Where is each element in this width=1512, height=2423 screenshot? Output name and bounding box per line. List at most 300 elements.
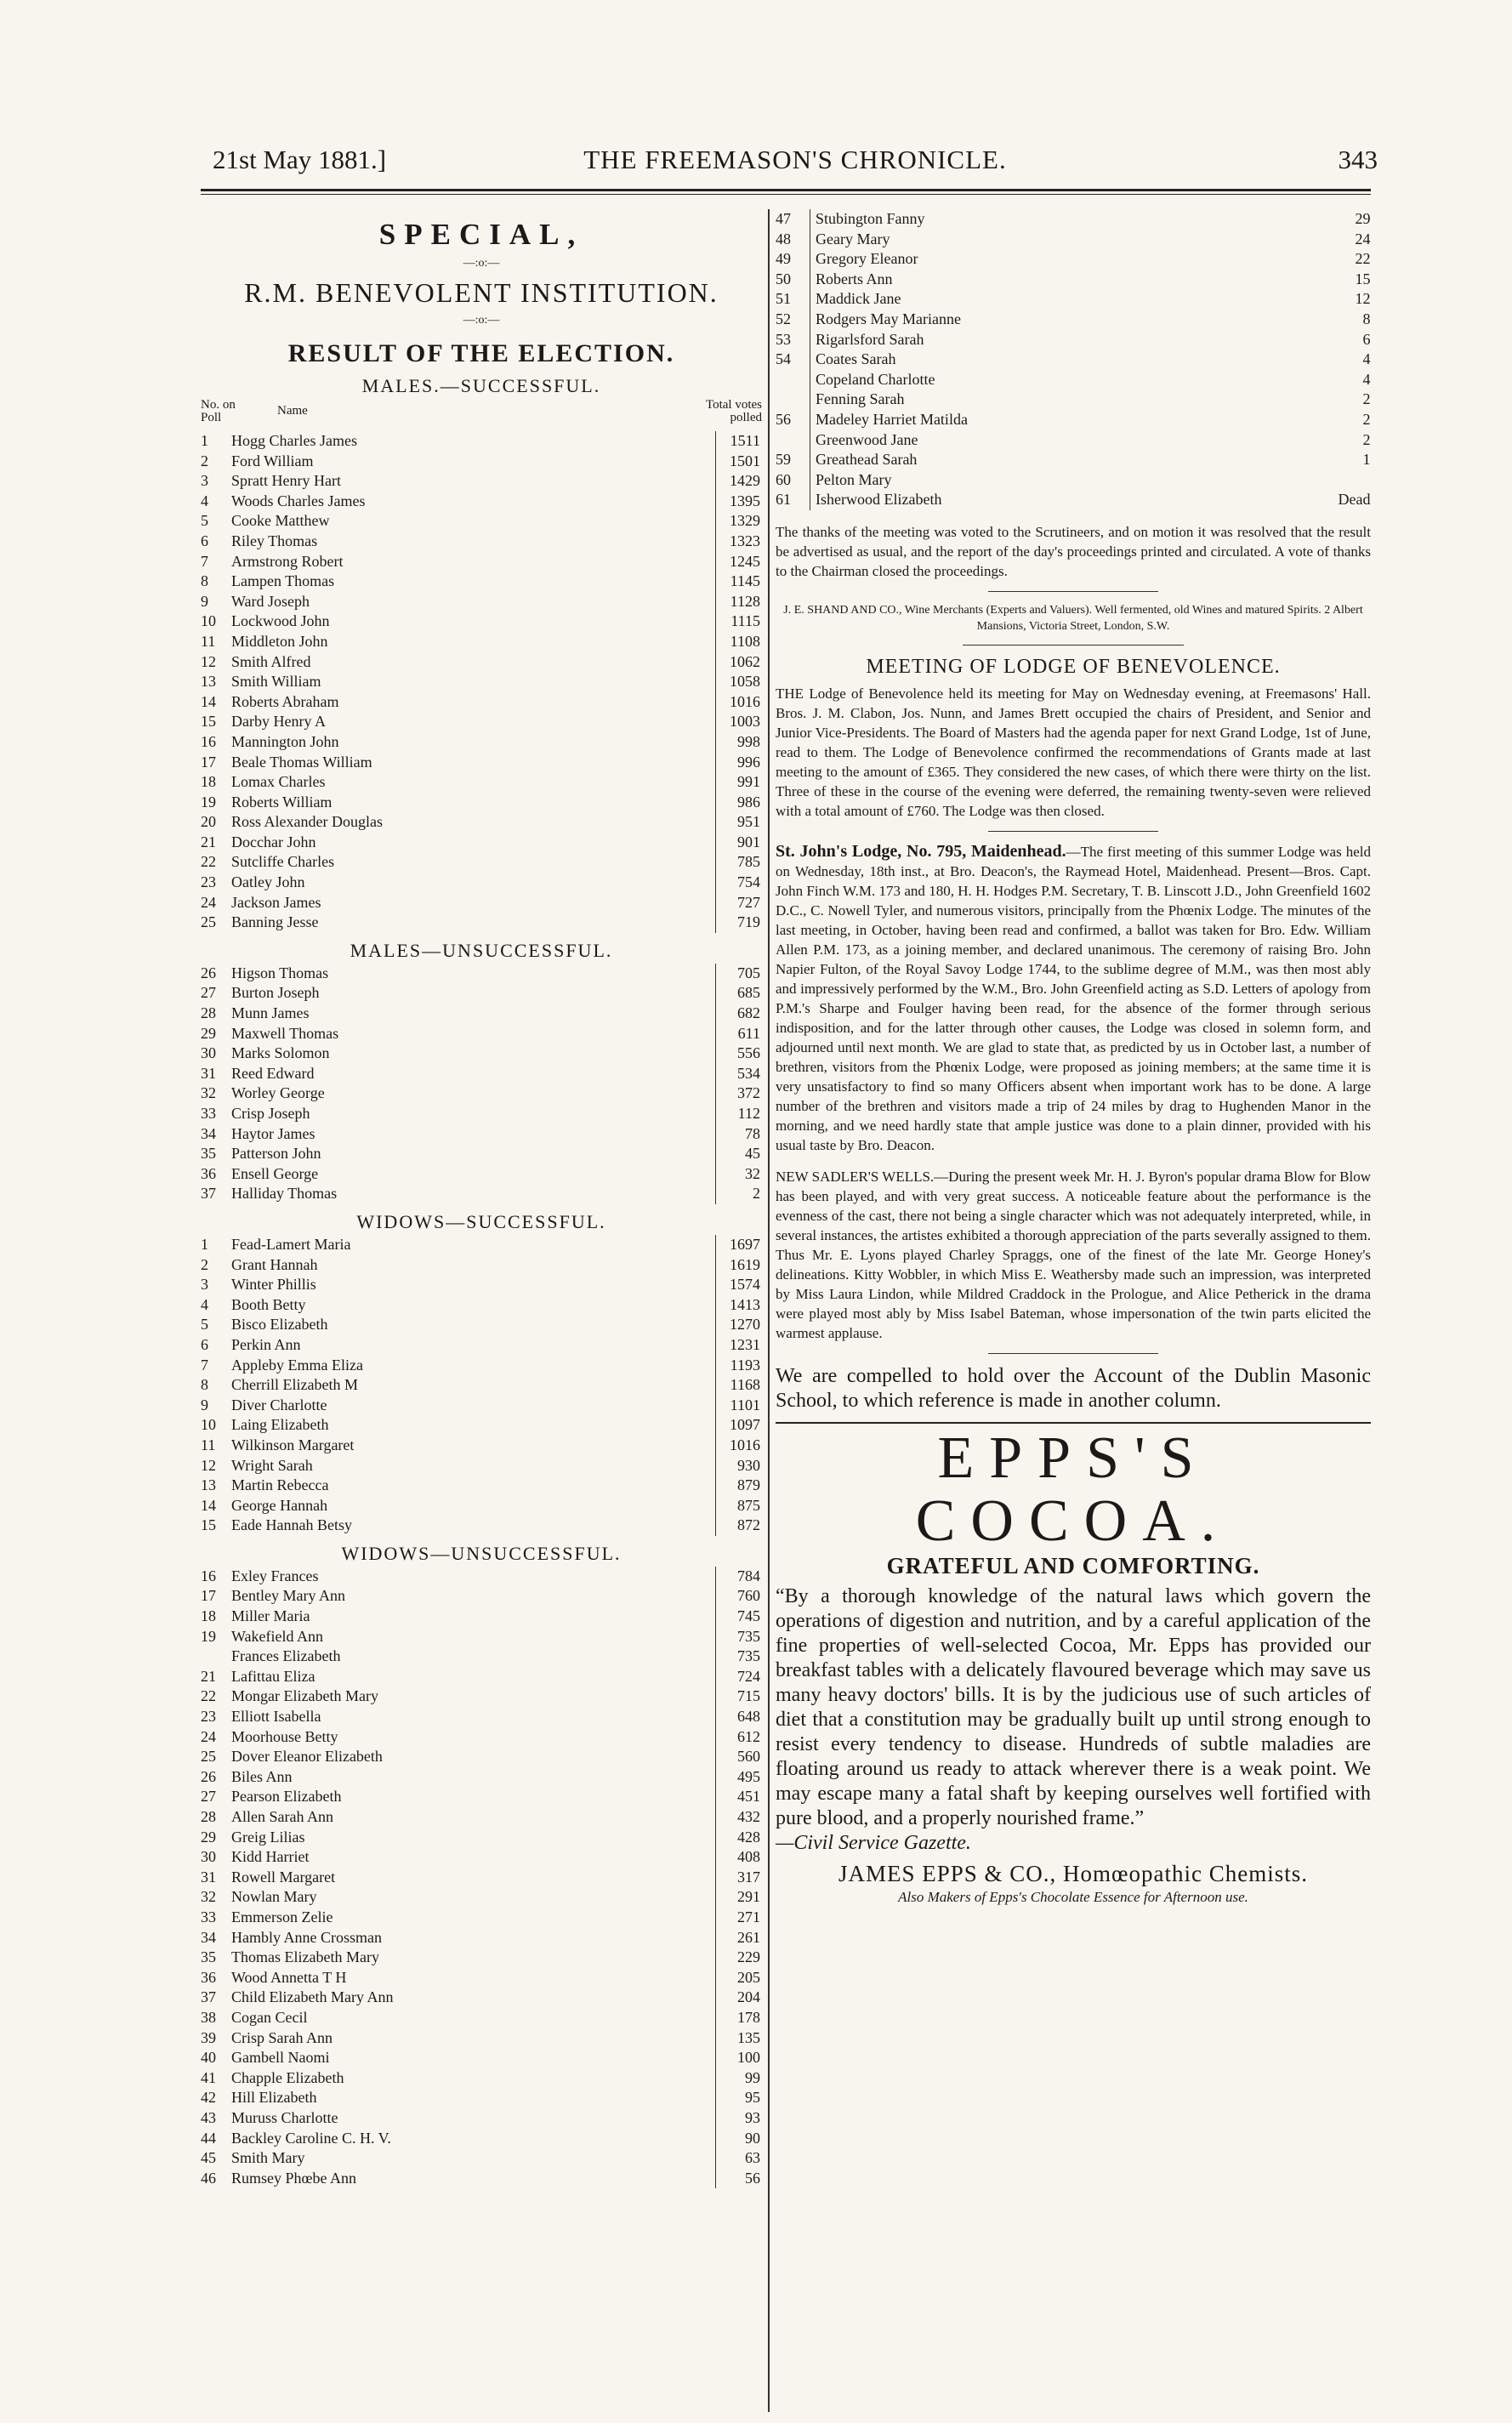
vote-count: 271 <box>716 1908 763 1928</box>
vote-count: 1501 <box>716 452 763 472</box>
poll-number: 5 <box>201 512 208 530</box>
table-row <box>201 1415 762 1436</box>
vote-count: 1193 <box>716 1356 763 1376</box>
candidate-name: Smith Mary <box>231 2149 305 2167</box>
poll-number: 59 <box>776 450 810 470</box>
poll-number: 26 <box>201 964 216 981</box>
table-row <box>776 410 1371 430</box>
table-row <box>201 1375 762 1396</box>
candidate-name: Child Elizabeth Mary Ann <box>231 1988 394 2006</box>
widows-unsuccessful-table <box>201 1567 762 2188</box>
table-row <box>201 1567 762 1587</box>
vote-count: 1108 <box>716 632 763 652</box>
candidate-name: Fead-Lamert Maria <box>231 1235 351 1253</box>
table-row <box>776 230 1371 250</box>
section-heading: WIDOWS—SUCCESSFUL. <box>356 1210 606 1232</box>
poll-number: 4 <box>201 492 208 509</box>
vote-count: 229 <box>716 1948 763 1968</box>
vote-count: 2 <box>1362 390 1371 408</box>
newspaper-title: THE FREEMASON'S CHRONICLE. <box>583 145 1007 174</box>
poll-number: 46 <box>201 2169 216 2187</box>
candidate-name: Sutcliffe Charles <box>231 853 335 871</box>
poll-number: 31 <box>201 1064 216 1082</box>
candidate-name: Spratt Henry Hart <box>231 472 341 490</box>
table-row <box>776 310 1371 330</box>
table-row <box>201 1436 762 1456</box>
candidate-name: Cogan Cecil <box>231 2008 308 2026</box>
poll-number: 7 <box>201 552 208 570</box>
poll-number: 28 <box>201 1004 216 1022</box>
candidate-name: Munn James <box>231 1004 310 1022</box>
poll-number <box>776 390 810 410</box>
col-name: Name <box>277 404 308 418</box>
vote-count: 95 <box>716 2088 763 2108</box>
candidate-name: Roberts William <box>231 793 333 811</box>
table-row <box>201 2048 762 2068</box>
table-row <box>201 2068 762 2089</box>
candidate-name: Middleton John <box>231 632 328 650</box>
table-row <box>201 1667 762 1687</box>
table-row <box>201 793 762 813</box>
table-row <box>201 1315 762 1335</box>
poll-number: 10 <box>201 612 216 630</box>
candidate-name: Darby Henry A <box>231 713 326 731</box>
candidate-name: Maddick Jane <box>816 290 901 308</box>
grateful-heading: GRATEFUL AND COMFORTING. <box>886 1552 1260 1578</box>
poll-number: 43 <box>201 2108 216 2126</box>
vote-count: 1245 <box>716 552 763 572</box>
vote-count: 682 <box>716 1004 763 1024</box>
vote-count: 785 <box>716 852 763 873</box>
candidate-name: Patterson John <box>231 1145 321 1163</box>
vote-count: 611 <box>716 1024 763 1044</box>
vote-count: 1128 <box>716 592 763 612</box>
poll-number: 18 <box>201 773 216 791</box>
thanks-paragraph: The thanks of the meeting was voted to the Scrutineers, and on motion it was resolved that the result be advertised as usual, and the report of the day's proceedings printed and circulated. A vote of thanks to the Chairman closed the proceedings. <box>776 523 1371 579</box>
vote-count: 745 <box>716 1607 763 1627</box>
poll-number: 10 <box>201 1416 216 1434</box>
poll-number: 1 <box>201 432 208 449</box>
poll-number: 60 <box>776 470 810 491</box>
candidate-name: Lafittau Eliza <box>231 1667 315 1685</box>
candidate-name: Miller Maria <box>231 1607 310 1625</box>
poll-number: 3 <box>201 472 208 490</box>
vote-count: 2 <box>1362 430 1371 448</box>
table-row <box>776 450 1371 470</box>
table-row <box>201 812 762 833</box>
vote-count: 2 <box>716 1184 763 1204</box>
vote-count <box>1294 470 1371 491</box>
candidate-name: Hill Elizabeth <box>231 2089 317 2107</box>
table-row <box>201 1164 762 1185</box>
ornament: —:o:— <box>463 314 500 327</box>
candidate-name: Moorhouse Betty <box>231 1727 338 1745</box>
poll-number: 19 <box>201 1627 216 1645</box>
candidate-name: Ward Joseph <box>231 592 310 610</box>
epps-cocoa-heading: EPPS'S COCOA. <box>915 1425 1231 1554</box>
epps-advert-text: “By a thorough knowledge of the natural laws which govern the operations of digestion and nutrition, and by a careful application of the fine properties of well-selected Cocoa, Mr. Epps has provided our breakfast tables with a delicately flavoured beverage which may save us many heavy doctors' bills. It is by the judicious use of such articles of diet that a constitution may be gradually built up until strong enough to resist every tendency to disease. Hundreds of subtle maladies are floating around us ready to attack wherever there is a weak point. We may escape many a fatal shaft by keeping ourselves well fortified with pure blood, and a properly nourished frame.” <box>776 1584 1371 1829</box>
candidate-name: Gambell Naomi <box>231 2049 330 2067</box>
poll-number: 39 <box>201 2028 216 2046</box>
poll-number: 30 <box>201 1848 216 1866</box>
poll-number: 1 <box>201 1235 208 1253</box>
vote-count: 996 <box>716 753 763 773</box>
vote-count: 8 <box>1362 310 1371 327</box>
poll-number: 35 <box>201 1145 216 1163</box>
poll-number <box>776 430 810 451</box>
vote-count: 998 <box>716 732 763 753</box>
poll-number: 51 <box>776 289 810 310</box>
vote-count: 32 <box>716 1164 763 1185</box>
candidate-name: Lomax Charles <box>231 773 326 791</box>
candidate-name: Higson Thomas <box>231 964 329 981</box>
table-row <box>201 1024 762 1044</box>
table-row <box>201 592 762 612</box>
candidate-name: Armstrong Robert <box>231 552 344 570</box>
vote-count: 1062 <box>716 652 763 673</box>
vote-count: 612 <box>716 1727 763 1748</box>
candidate-name: Eade Hannah Betsy <box>231 1516 352 1534</box>
vote-count: 205 <box>716 1968 763 1988</box>
vote-count: 727 <box>716 893 763 913</box>
poll-number: 54 <box>776 350 810 370</box>
table-row <box>776 350 1371 370</box>
vote-count: 951 <box>716 812 763 833</box>
vote-count: 1619 <box>716 1255 763 1276</box>
poll-number: 29 <box>201 1024 216 1042</box>
vote-count: 24 <box>1355 230 1371 247</box>
poll-number: 3 <box>201 1276 208 1294</box>
candidate-name: Bentley Mary Ann <box>231 1587 345 1605</box>
table-row <box>201 1647 762 1667</box>
table-row <box>201 893 762 913</box>
poll-number: 42 <box>201 2089 216 2107</box>
vote-count: 93 <box>716 2108 763 2129</box>
table-row <box>776 330 1371 350</box>
poll-number: 49 <box>776 249 810 270</box>
vote-count: 317 <box>716 1868 763 1888</box>
vote-count: 45 <box>716 1144 763 1164</box>
vote-count: 1697 <box>716 1235 763 1255</box>
poll-number: 50 <box>776 270 810 290</box>
table-row <box>201 632 762 652</box>
table-row <box>201 1476 762 1496</box>
vote-count: 1574 <box>716 1275 763 1295</box>
compelled-notice: We are compelled to hold over the Account of the Dublin Masonic School, to which reference is made in another column. <box>776 1364 1371 1412</box>
table-row <box>201 2008 762 2028</box>
candidate-name: Banning Jesse <box>231 913 319 931</box>
table-row <box>201 1908 762 1928</box>
vote-count: 1413 <box>716 1295 763 1316</box>
right-column <box>776 209 1371 1906</box>
poll-number: 15 <box>201 1516 216 1534</box>
table-row <box>201 1235 762 1255</box>
vote-count: 2 <box>1362 410 1371 428</box>
candidate-name: Mongar Elizabeth Mary <box>231 1687 378 1705</box>
poll-number: 28 <box>201 1808 216 1825</box>
section-heading: MALES.—SUCCESSFUL. <box>361 375 601 396</box>
poll-number: 33 <box>201 1105 216 1122</box>
poll-number: 13 <box>201 1476 216 1494</box>
table-row <box>776 390 1371 410</box>
candidate-name: Beale Thomas William <box>231 753 372 771</box>
table-row <box>776 270 1371 290</box>
advert-rule <box>776 1422 1371 1424</box>
table-row <box>201 2108 762 2129</box>
table-row <box>201 1064 762 1084</box>
candidate-name: Crisp Sarah Ann <box>231 2028 333 2046</box>
candidate-name: Coates Sarah <box>816 350 896 368</box>
page-header <box>213 145 1378 179</box>
candidate-name: Fenning Sarah <box>816 390 905 408</box>
table-row <box>201 1767 762 1788</box>
poll-number: 37 <box>201 1988 216 2006</box>
candidate-name: Gregory Eleanor <box>816 250 918 268</box>
candidate-name: Ford William <box>231 452 314 469</box>
candidate-name: Ensell George <box>231 1164 319 1182</box>
poll-number: 8 <box>201 1376 208 1394</box>
vote-count: 1 <box>1362 451 1371 469</box>
vote-count: 1016 <box>716 1436 763 1456</box>
table-row <box>201 1255 762 1276</box>
vote-count: 1101 <box>716 1396 763 1416</box>
table-row <box>201 1807 762 1828</box>
table-row <box>776 249 1371 270</box>
vote-count: 560 <box>716 1747 763 1767</box>
vote-count: 1115 <box>716 611 763 632</box>
poll-number: 33 <box>201 1908 216 1925</box>
candidate-name: Laing Elizabeth <box>231 1416 329 1434</box>
table-row <box>201 1044 762 1064</box>
poll-number: 6 <box>201 532 208 549</box>
vote-count: 724 <box>716 1667 763 1687</box>
table-row <box>201 1184 762 1204</box>
table-row <box>201 572 762 592</box>
candidate-name: Kidd Harriet <box>231 1848 310 1866</box>
poll-number <box>201 1647 231 1667</box>
table-row <box>201 1627 762 1647</box>
section-heading: MALES—UNSUCCESSFUL. <box>350 939 613 961</box>
column-headings <box>201 399 762 431</box>
table-row <box>201 1988 762 2008</box>
poll-number: 32 <box>201 1084 216 1102</box>
poll-number: 9 <box>201 1396 208 1413</box>
vote-count: 428 <box>716 1828 763 1848</box>
st-johns-title: St. John's Lodge, No. 795, Maidenhead. <box>776 841 1066 861</box>
candidate-name: Wakefield Ann <box>231 1627 324 1645</box>
candidate-name: Hogg Charles James <box>231 432 357 449</box>
table-row <box>201 772 762 793</box>
vote-count: 1097 <box>716 1415 763 1436</box>
table-row <box>201 452 762 472</box>
vote-count: 1016 <box>716 692 763 713</box>
column-rule <box>768 209 770 2412</box>
table-row <box>201 2169 762 2189</box>
vote-count: 6 <box>1362 330 1371 348</box>
vote-count: 261 <box>716 1928 763 1948</box>
col-no: No. on Poll <box>201 398 236 424</box>
candidate-name: Rumsey Phœbe Ann <box>231 2169 357 2187</box>
poll-number: 27 <box>201 984 216 1002</box>
poll-number: 12 <box>201 1456 216 1474</box>
candidate-name: Isherwood Elizabeth <box>816 491 942 509</box>
poll-number: 34 <box>201 1928 216 1946</box>
candidate-name: Wood Annetta T H <box>231 1968 347 1986</box>
table-row <box>201 1928 762 1948</box>
table-row <box>201 471 762 492</box>
poll-number: 47 <box>776 209 810 230</box>
vote-count: 1003 <box>716 712 763 732</box>
table-row <box>201 492 762 512</box>
table-row <box>201 2088 762 2108</box>
epps-source: —Civil Service Gazette. <box>776 1831 971 1854</box>
poll-number: 36 <box>201 1164 216 1182</box>
candidate-name: Appleby Emma Eliza <box>231 1356 363 1374</box>
poll-number: 38 <box>201 2008 216 2026</box>
vote-count: 1270 <box>716 1315 763 1335</box>
table-row <box>201 1828 762 1848</box>
candidate-name: Chapple Elizabeth <box>231 2068 344 2086</box>
vote-count: 556 <box>716 1044 763 1064</box>
st-johns-text: —The first meeting of this summer Lodge was held on Wednesday, 18th inst., at Bro. Deacon's, the Raymead Hotel, Maidenhead. Present—Bros. Capt. John Finch W.M. 173 and 180, H. H. Hodges P.M. Secretary, T. B. Linscott J.D., John Greenfield 1602 D.C., C. Nowell Tyler, and numerous visitors, principally from the Phœnix Lodge. The minutes of the last meeting, in October, having been read and confirmed, a ballot was taken for Bro. Edw. William Allen P.M. 173, as a joining member, and declared unanimous. The ceremony of raising Bro. John Napier Fulton, of the Royal Savoy Lodge 1744, to the sublime degree of M.M., was then most ably and impressively performed by the W.M., Bro. John Greenfield acting as S.D. Letters of apology from P.M.'s Sharpe and Foulger having been read, for the absence of the former through serious indisposition, and for the latter through other causes, the Lodge was closed in solemn form, and adjourned until next month. We are glad to state that, as predicted by us in October last, a number of brethren, visitors from the Phœnix Lodge, were proposed as joining members; at the same time it is very unsatisfactory to find so many Officers absent when important work has to be done. A large number of the brethren and visitors made a trip of 24 miles by drag to Hughenden Manor in the morning, and we need hardly state that ample justice was done to a plain dinner, provided with his usual taste by Bro. Deacon. <box>776 843 1371 1153</box>
candidate-name: Jackson James <box>231 893 321 911</box>
males-successful-table <box>201 431 762 933</box>
vote-count: 29 <box>1355 210 1371 227</box>
divider <box>988 1353 1158 1354</box>
vote-count: 178 <box>716 2008 763 2028</box>
candidate-name: Cooke Matthew <box>231 512 330 530</box>
table-row <box>201 1887 762 1908</box>
poll-number: 23 <box>201 1708 216 1726</box>
candidate-name: Rigarlsford Sarah <box>816 330 924 348</box>
issue-date: 21st May 1881.] <box>213 145 387 174</box>
vote-count: 879 <box>716 1476 763 1496</box>
vote-count: 12 <box>1355 290 1371 308</box>
candidate-name: Greig Lilias <box>231 1828 305 1846</box>
candidate-name: Copeland Charlotte <box>816 370 935 388</box>
candidate-name: Greenwood Jane <box>816 430 918 448</box>
vote-count: 930 <box>716 1456 763 1476</box>
table-row <box>201 833 762 853</box>
poll-number: 45 <box>201 2149 216 2167</box>
divider <box>988 591 1158 592</box>
table-row <box>201 1968 762 1988</box>
vote-count: 78 <box>716 1124 763 1145</box>
males-unsuccessful-table <box>201 964 762 1204</box>
poll-number: 11 <box>201 632 216 650</box>
shand-advert: J. E. SHAND AND CO., Wine Merchants (Experts and Valuers). Well fermented, old Wines and matured Spirits. 2 Albert Mansions, Victoria Street, London, S.W. <box>783 603 1363 633</box>
poll-number: 17 <box>201 753 216 771</box>
vote-count: 1168 <box>716 1375 763 1396</box>
table-row <box>776 289 1371 310</box>
poll-number: 25 <box>201 913 216 931</box>
candidate-name: Riley Thomas <box>231 532 318 549</box>
vote-count: 784 <box>716 1567 763 1587</box>
vote-count: 15 <box>1355 270 1371 287</box>
poll-number: 29 <box>201 1828 216 1846</box>
poll-number: 16 <box>201 732 216 750</box>
candidate-name: Perkin Ann <box>231 1335 301 1353</box>
poll-number: 2 <box>201 1255 208 1273</box>
continued-table <box>776 209 1371 510</box>
candidate-name: Hambly Anne Crossman <box>231 1928 382 1946</box>
vote-count: 4 <box>1362 350 1371 368</box>
table-row <box>201 1356 762 1376</box>
table-row <box>201 1084 762 1104</box>
poll-number: 26 <box>201 1767 216 1785</box>
candidate-name: Lockwood John <box>231 612 330 630</box>
candidate-name: Emmerson Zelie <box>231 1908 333 1925</box>
vote-count: 112 <box>716 1104 763 1124</box>
candidate-name: Woods Charles James <box>231 492 366 509</box>
candidate-name: Docchar John <box>231 833 316 850</box>
poll-number: 17 <box>201 1587 216 1605</box>
col-votes: Total votes polled <box>705 398 762 424</box>
candidate-name: Winter Phillis <box>231 1276 316 1294</box>
poll-number: 14 <box>201 1496 216 1514</box>
vote-count: 63 <box>716 2148 763 2169</box>
candidate-name: Nowlan Mary <box>231 1888 317 1906</box>
table-row <box>201 1144 762 1164</box>
table-row <box>201 983 762 1004</box>
header-rule <box>201 189 1371 191</box>
poll-number: 16 <box>201 1567 216 1584</box>
table-row <box>201 1948 762 1968</box>
vote-count: 495 <box>716 1767 763 1788</box>
vote-count: 534 <box>716 1064 763 1084</box>
vote-count: 408 <box>716 1847 763 1868</box>
table-row <box>201 1586 762 1607</box>
poll-number: 21 <box>201 1667 216 1685</box>
candidate-name: Halliday Thomas <box>231 1185 338 1203</box>
table-row <box>201 1295 762 1316</box>
vote-count: 1429 <box>716 471 763 492</box>
table-row <box>201 511 762 532</box>
poll-number: 24 <box>201 1727 216 1745</box>
poll-number: 36 <box>201 1968 216 1986</box>
poll-number: 14 <box>201 692 216 710</box>
candidate-name: Oatley John <box>231 873 305 891</box>
vote-count: 991 <box>716 772 763 793</box>
candidate-name: Cherrill Elizabeth M <box>231 1376 358 1394</box>
poll-number: 40 <box>201 2049 216 2067</box>
table-row <box>201 1707 762 1727</box>
table-row <box>201 913 762 933</box>
table-row <box>201 1607 762 1627</box>
poll-number: 21 <box>201 833 216 850</box>
table-row <box>201 712 762 732</box>
poll-number: 53 <box>776 330 810 350</box>
poll-number: 13 <box>201 673 216 691</box>
candidate-name: Allen Sarah Ann <box>231 1808 333 1825</box>
candidate-name: Greathead Sarah <box>816 451 918 469</box>
table-row <box>201 964 762 984</box>
poll-number: 41 <box>201 2068 216 2086</box>
candidate-name: Biles Ann <box>231 1767 293 1785</box>
candidate-name: Pelton Mary <box>816 470 892 488</box>
candidate-name: Lampen Thomas <box>231 572 335 590</box>
vote-count: 1511 <box>716 431 763 452</box>
table-row <box>201 873 762 893</box>
poll-number: 19 <box>201 793 216 811</box>
candidate-name: Rowell Margaret <box>231 1868 336 1886</box>
poll-number: 11 <box>201 1436 216 1453</box>
candidate-name: Geary Mary <box>816 230 890 247</box>
poll-number: 4 <box>201 1295 208 1313</box>
poll-number: 34 <box>201 1124 216 1142</box>
vote-count: 1395 <box>716 492 763 512</box>
table-row <box>201 1456 762 1476</box>
